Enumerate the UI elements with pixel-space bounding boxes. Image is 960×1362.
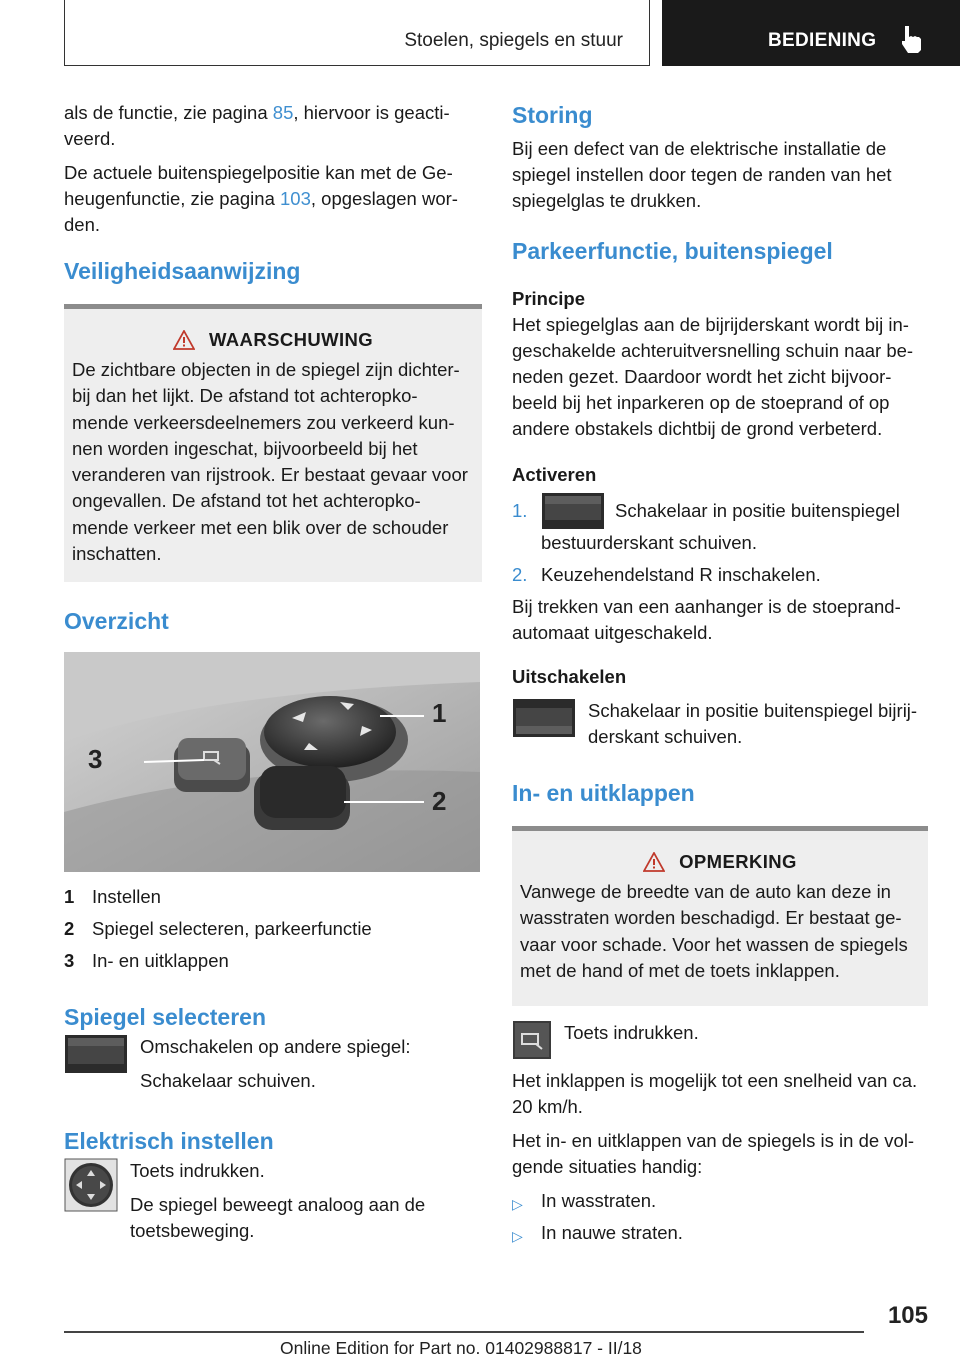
note-line: vaar voor schade. Voor het wassen de spiegels xyxy=(520,933,908,955)
step-item xyxy=(512,498,928,556)
footer-divider xyxy=(64,1331,864,1333)
list-item-text: In nauwe straten. xyxy=(541,1222,683,1243)
fault-paragraph xyxy=(512,136,928,214)
warning-line: mende verkeer met een blik over de schouder xyxy=(72,516,449,538)
bullet-triangle-icon: ▷ xyxy=(512,1228,523,1244)
note-line: wasstraten worden beschadigd. Er bestaat ge- xyxy=(520,907,902,929)
page-link-85[interactable]: 85 xyxy=(272,102,294,123)
legend-text: In- en uitklappen xyxy=(92,950,229,971)
fold-speed-paragraph xyxy=(512,1068,928,1120)
figure-label-1: 1 xyxy=(432,698,447,728)
legend-item xyxy=(64,916,482,948)
electric-heading: Elektrisch instellen xyxy=(64,1128,274,1154)
legend-text: Spiegel selecteren, parkeerfunctie xyxy=(92,918,372,939)
figure-label-2: 2 xyxy=(432,786,447,816)
principle-line: andere obstakels dichtbij de grond verbeterd. xyxy=(512,418,883,439)
legend-num: 2 xyxy=(64,918,75,939)
electric-line-1: Toets indrukken. xyxy=(130,1160,265,1181)
trailer-line: automaat uitgeschakeld. xyxy=(512,622,713,643)
fold-situations-paragraph xyxy=(512,1128,928,1180)
select-text xyxy=(140,1034,410,1102)
fault-line: Bij een defect van de elektrische installatie de xyxy=(512,138,887,159)
page-link-103[interactable]: 103 xyxy=(280,188,311,209)
fold-mirror-button-icon xyxy=(512,1020,552,1060)
warning-title: WAARSCHUWING xyxy=(208,329,374,350)
intro-text: als de functie, zie pagina xyxy=(64,102,273,123)
warning-line: mende verkeersdeelnemers zou verkeerd kun- xyxy=(72,411,455,433)
direction-pad-icon xyxy=(64,1158,118,1212)
rocker-switch-icon xyxy=(541,492,605,530)
warning-line: ongevallen. De afstand tot het achteropko- xyxy=(72,490,421,512)
rocker-switch-icon xyxy=(512,698,576,738)
situations-list xyxy=(512,1188,928,1252)
note-body xyxy=(520,879,920,984)
warning-line: nen worden ingeschat, bijvoorbeeld bij het xyxy=(72,437,418,459)
mirror-control-photo xyxy=(64,652,480,872)
overview-heading: Overzicht xyxy=(64,608,169,634)
intro-text: De actuele buitenspiegelpositie kan met de Ge- xyxy=(64,162,453,183)
fold-press-text: Toets indrukken. xyxy=(564,1022,699,1043)
list-item xyxy=(512,1188,928,1220)
legend-num: 3 xyxy=(64,950,75,971)
intro-text: , opgeslagen wor- xyxy=(310,188,458,209)
legend-num: 1 xyxy=(64,886,75,907)
chapter-label: BEDIENING xyxy=(768,30,877,51)
note-box xyxy=(512,826,928,1006)
footer-edition: Online Edition for Part no. 01402988817 - II/18 xyxy=(280,1338,642,1358)
intro-text: heugenfunctie, zie pagina xyxy=(64,188,281,209)
right-column xyxy=(512,100,928,1252)
intro-text: veerd. xyxy=(64,128,116,149)
warning-box xyxy=(64,304,482,582)
fold-speed-line: 20 km/h. xyxy=(512,1096,583,1117)
trailer-paragraph xyxy=(512,594,928,646)
fault-line: spiegel instellen door tegen de randen van het xyxy=(512,164,892,185)
warning-line: inschatten. xyxy=(72,543,162,565)
mirror-switch-illustration xyxy=(64,652,480,872)
warning-body xyxy=(72,357,474,567)
chapter-tab xyxy=(662,0,960,66)
safety-heading: Veiligheidsaanwijzing xyxy=(64,258,301,284)
activate-heading: Activeren xyxy=(512,464,597,485)
select-row xyxy=(64,1034,482,1102)
step-num: 2. xyxy=(512,564,528,585)
trailer-line: Bij trekken van een aanhanger is de stoeprand- xyxy=(512,596,901,617)
select-line-2: Schakelaar schuiven. xyxy=(140,1070,316,1091)
step-item xyxy=(512,562,928,588)
warning-triangle-icon xyxy=(173,330,195,350)
principle-line: neden gezet. Daardoor wordt het zicht bijvoor- xyxy=(512,366,892,387)
intro-text: , hiervoor is geacti- xyxy=(293,102,450,123)
fold-situ-line: gende situaties handig: xyxy=(512,1156,703,1177)
intro-paragraph-1 xyxy=(64,100,482,152)
intro-paragraph-2 xyxy=(64,160,482,238)
principle-line: Het spiegelglas aan de bijrijderskant wordt bij in- xyxy=(512,314,909,335)
list-item xyxy=(512,1220,928,1252)
warning-line: veranderen van rijstrook. Er bestaat gevaar voor xyxy=(72,464,468,486)
hand-pointer-icon xyxy=(898,24,924,54)
bullet-triangle-icon: ▷ xyxy=(512,1196,523,1212)
page-number: 105 xyxy=(887,1302,928,1329)
fold-speed-line: Het inklappen is mogelijk tot een snelheid van ca. xyxy=(512,1070,918,1091)
fold-situ-line: Het in- en uitklappen van de spiegels is in de vol- xyxy=(512,1130,915,1151)
electric-text-part: toetsbeweging. xyxy=(130,1220,255,1241)
deactivate-heading: Uitschakelen xyxy=(512,666,627,687)
note-header xyxy=(520,831,920,873)
step-first-line xyxy=(541,498,900,530)
intro-text: den. xyxy=(64,214,101,235)
activate-steps xyxy=(512,498,928,588)
select-line-1: Omschakelen op andere spiegel: xyxy=(140,1036,411,1057)
select-heading: Spiegel selecteren xyxy=(64,1004,266,1030)
principle-line: beeld bij het inparkeren op de stoeprand of op xyxy=(512,392,890,413)
section-title: Stoelen, spiegels en stuur xyxy=(404,30,623,51)
deactivate-line: derskant schuiven. xyxy=(588,726,743,747)
note-line: Vanwege de breedte van de auto kan deze in xyxy=(520,881,891,902)
fault-heading: Storing xyxy=(512,102,593,128)
step-text: Keuzehendelstand R inschakelen. xyxy=(541,564,821,585)
header-section-box xyxy=(64,0,650,66)
step-text: bestuurderskant schuiven. xyxy=(541,532,757,553)
fault-line: spiegelglas te drukken. xyxy=(512,190,702,211)
fold-press-row xyxy=(512,1020,928,1060)
note-title: OPMERKING xyxy=(679,851,797,872)
electric-row xyxy=(64,1158,482,1252)
fold-heading: In- en uitklappen xyxy=(512,780,695,806)
electric-text xyxy=(130,1158,425,1252)
warning-line: De zichtbare objecten in de spiegel zijn dichter- xyxy=(72,359,460,380)
rocker-switch-icon xyxy=(64,1034,128,1074)
figure-label-3: 3 xyxy=(88,744,103,774)
warning-triangle-icon xyxy=(643,852,665,872)
principle-paragraph xyxy=(512,312,928,442)
legend-text: Instellen xyxy=(92,886,161,907)
principle-heading: Principe xyxy=(512,288,585,309)
electric-line-2 xyxy=(130,1192,425,1244)
legend-item xyxy=(64,884,482,916)
list-item-text: In wasstraten. xyxy=(541,1190,657,1211)
step-body xyxy=(541,498,900,556)
warning-line: bij dan het lijkt. De afstand tot achteropko- xyxy=(72,385,418,407)
parking-heading: Parkeerfunctie, buitenspiegel xyxy=(512,238,833,264)
electric-text-part: De spiegel beweegt analoog aan de xyxy=(130,1194,426,1215)
legend-item xyxy=(64,948,482,980)
note-line: met de hand of met de toets inklappen. xyxy=(520,959,840,981)
figure-legend xyxy=(64,884,482,980)
deactivate-line: Schakelaar in positie buitenspiegel bijrij- xyxy=(588,700,918,721)
left-column xyxy=(64,100,482,1252)
step-num: 1. xyxy=(512,500,528,521)
deactivate-row xyxy=(512,698,928,758)
warning-header xyxy=(72,309,474,351)
principle-line: geschakelde achteruitversnelling schuin naar be- xyxy=(512,340,914,361)
step-text: Schakelaar in positie buitenspiegel xyxy=(615,500,900,521)
deactivate-paragraph xyxy=(588,698,917,750)
